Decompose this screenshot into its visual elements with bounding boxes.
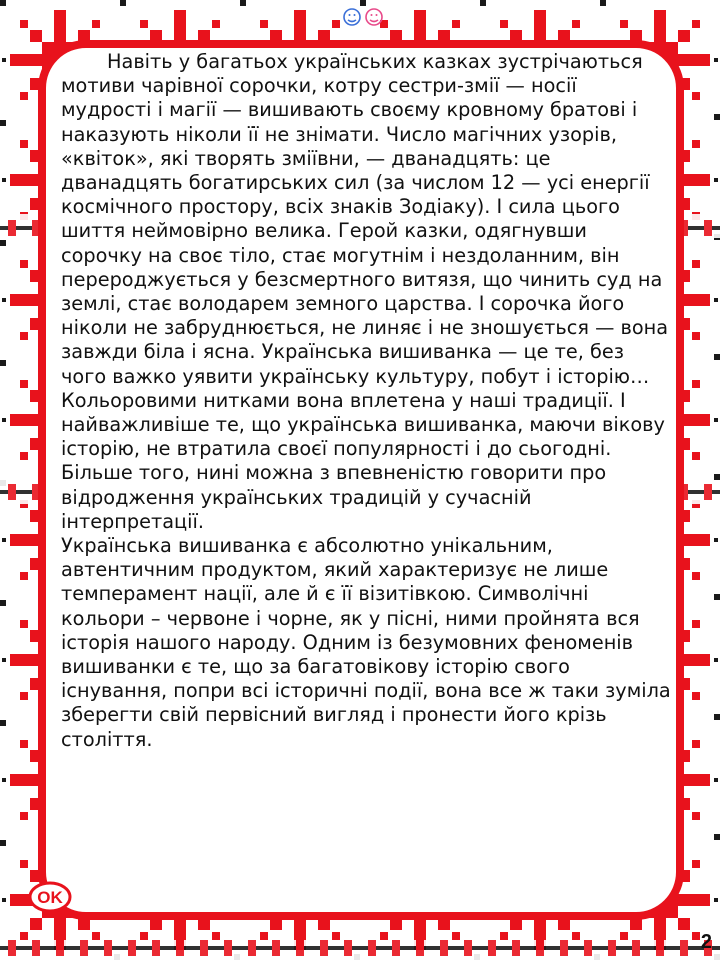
paragraph-2: Українська вишиванка є абсолютно унікальним, автентичним продуктом, який характеризує не лише темперамент нації, але й є її візитівкою. Символічні кольори – червоне і чорне, як у пісні, ними пройнята вся історія нашого народу. Одним із безумовних феноменів вишиванки є те, що за багатовікову історію свого існування, попри всі історичні події, вона все ж таки зуміла зберегти свій первісний вигляд і пронести його крізь століття. [61,534,671,751]
ok-badge-text: OK [37,888,63,907]
article-text [61,50,673,752]
paragraph-1: Навіть у багатьох українських казках зустрічаються мотиви чарівної сорочки, котру сестри-змії — носії мудрості і магії — вишивають своєму кровному братові і наказують ніколи її не знімати. Число магічних узорів, «квіток», які творять зміївни, — дванадцять: це дванадцять богатирських сил (за числом 12 — усі енергії космічного простору, всіх знаків Зодіаку). І сила цього шиття неймовірно велика. Герой казки, одягнувши сорочку на своє тіло, стає могутнім і нездоланним, він перероджується у безсмертного витязя, що чинить суд на землі, стає володарем земного царства. І сорочка його ніколи не забруднюється, не линяє і не зношується — вона завжди біла і ясна. Українська вишиванка — це те, без чого важко уявити українську культуру, побут і історію… Кольоровими нитками вона вплетена у наші традиції. І найважливіше те, що українська вишиванка, маючи вікову історію, не втратила своєї популярності і до сьогодні. Більше того, нині можна з впевненістю говорити про відродження українських традицій у сучасній інтерпретації. [61,50,669,533]
ok-badge-icon [28,880,72,914]
page-number: 2 [700,931,712,953]
baby-faces-icon [340,4,386,28]
